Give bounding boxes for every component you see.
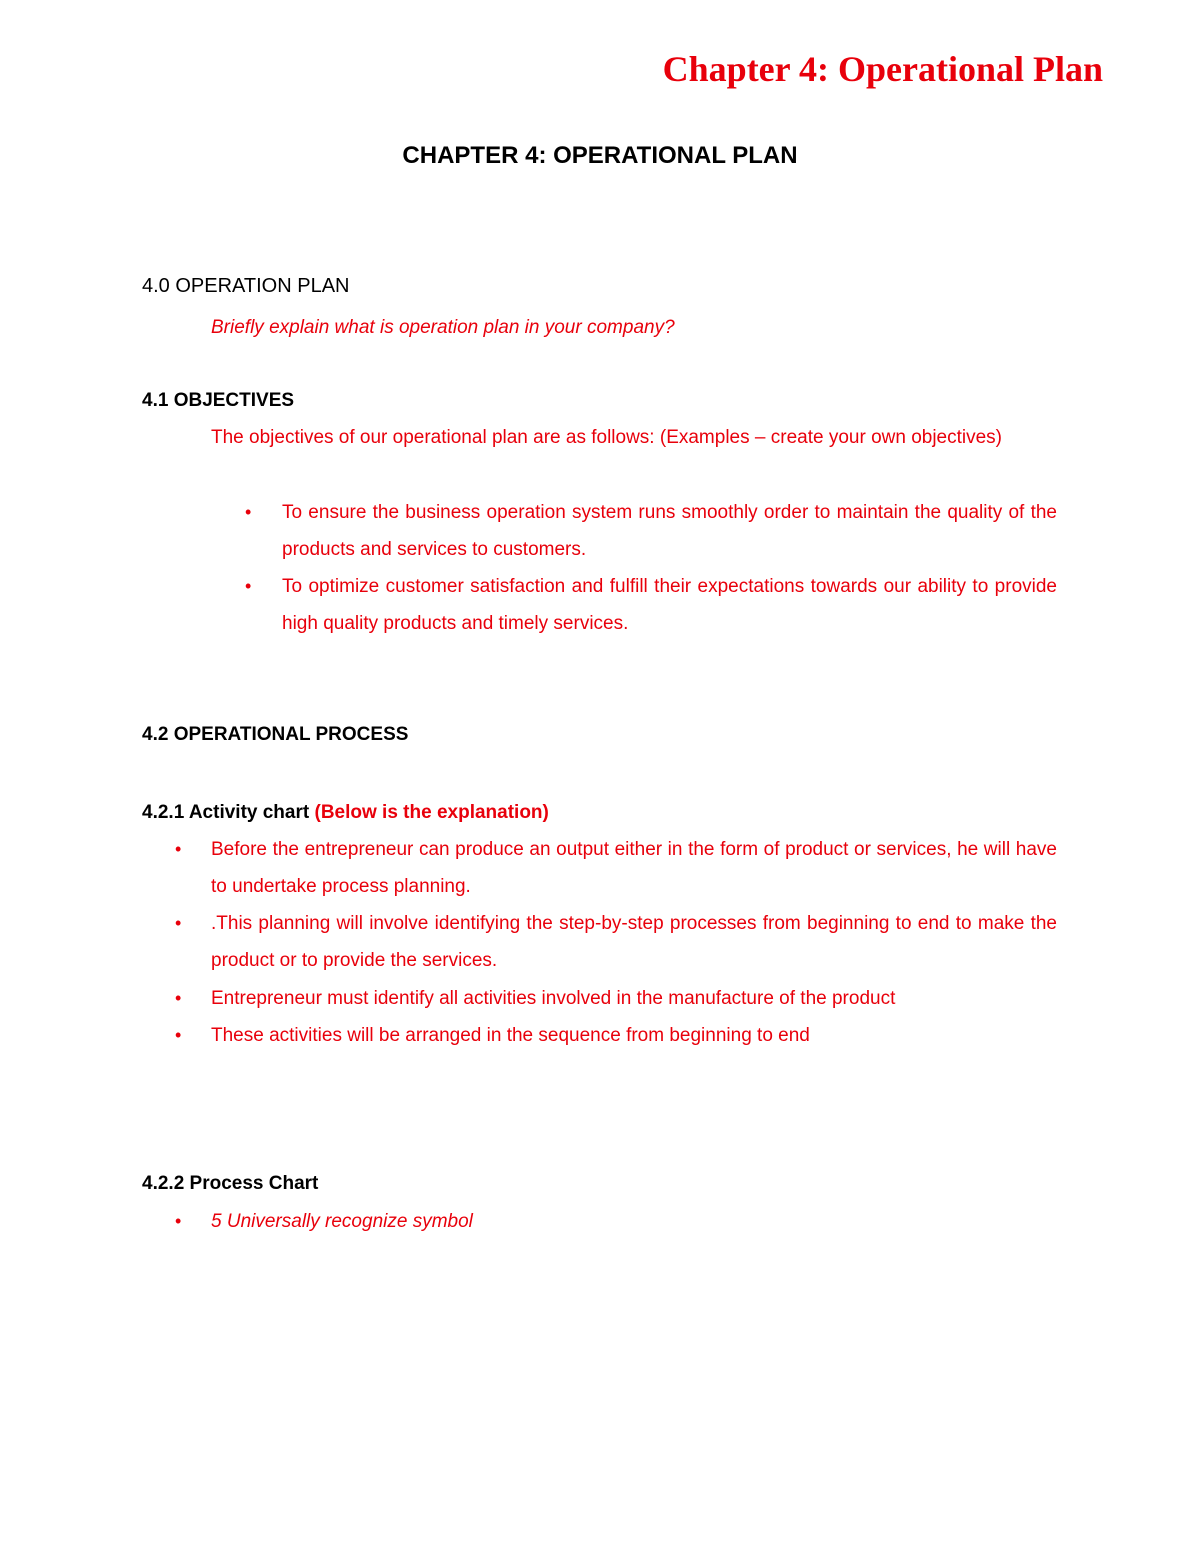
bullet-icon: •: [175, 988, 182, 1008]
activity-item-3: Entrepreneur must identify all activities involved in the manufacture of the product: [211, 988, 896, 1009]
section-4-2-1-note: (Below is the explanation): [314, 802, 549, 823]
section-4-2-2-heading: 4.2.2 Process Chart: [142, 1173, 319, 1194]
document-title: CHAPTER 4: OPERATIONAL PLAN: [402, 142, 798, 169]
bullet-icon: •: [245, 502, 252, 522]
bullet-icon: •: [175, 839, 182, 859]
activity-item-2: .This planning will involve identifying the step-by-step processes from beginning to end to make the product or to provide the services.: [211, 913, 1057, 971]
activity-item-4: These activities will be arranged in the sequence from beginning to end: [211, 1025, 810, 1046]
objective-item-1: To ensure the business operation system runs smoothly order to maintain the quality of the products and services to customers.: [282, 502, 1057, 560]
section-4-0-prompt: Briefly explain what is operation plan in your company?: [211, 317, 675, 338]
process-chart-item-1: 5 Universally recognize symbol: [211, 1211, 473, 1232]
running-header-title: Chapter 4: Operational Plan: [662, 49, 1103, 89]
section-4-2-1-heading: 4.2.1 Activity chart: [142, 802, 310, 823]
objective-item-2: To optimize customer satisfaction and fulfill their expectations towards our ability to provide high quality products and timely services.: [282, 576, 1057, 634]
section-4-1-intro: The objectives of our operational plan are as follows: (Examples – create your own objectives): [211, 427, 1003, 448]
section-4-1-heading: 4.1 OBJECTIVES: [142, 390, 295, 411]
bullet-icon: •: [175, 1211, 182, 1231]
section-4-2-heading: 4.2 OPERATIONAL PROCESS: [142, 724, 409, 745]
section-4-2-1-heading-line: [142, 802, 549, 824]
section-4-0-heading: 4.0 OPERATION PLAN: [142, 275, 350, 297]
activity-item-1: Before the entrepreneur can produce an output either in the form of product or services, he will have to undertake process planning.: [211, 839, 1057, 897]
bullet-icon: •: [245, 576, 252, 596]
bullet-icon: •: [175, 913, 182, 933]
bullet-icon: •: [175, 1025, 182, 1045]
